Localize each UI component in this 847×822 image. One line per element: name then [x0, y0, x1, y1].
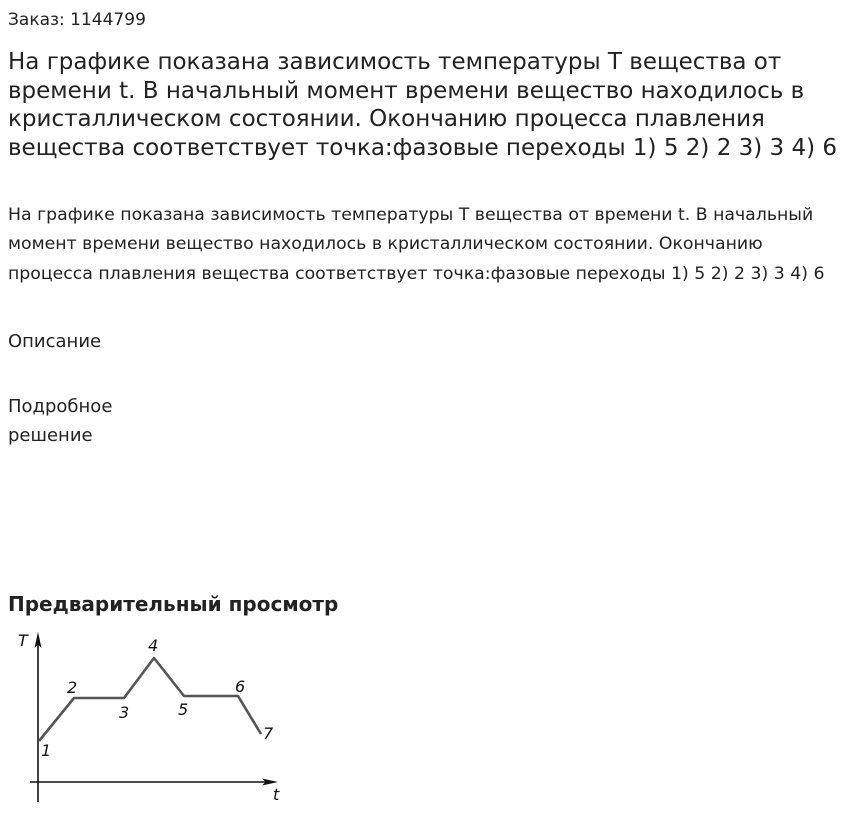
- point-label-2: 2: [67, 678, 78, 697]
- x-axis-label: t: [273, 785, 280, 804]
- task-description: На графике показана зависимость температуры T вещества от времени t. В начальный момент времени вещество находилось в кристаллическом состоянии. Окончанию процесса плавления вещества соответствует точка:фазовые переходы 1) 5 2) 2 3) 3 4) 6: [8, 205, 825, 284]
- graph-svg: [8, 626, 288, 806]
- description-label: Описание: [8, 331, 102, 352]
- point-label-1: 1: [41, 741, 52, 760]
- point-label-5: 5: [178, 700, 189, 719]
- order-number: Заказ: 1144799: [8, 10, 146, 30]
- task-title: На графике показана зависимость температуры T вещества от времени t. В начальный момент времени вещество находилось в кристаллическом состоянии. Окончанию процесса плавления вещества соответствует точка:фазовые переходы 1) 5 2) 2 3) 3 4) 6: [8, 49, 838, 161]
- y-axis-label: T: [18, 631, 28, 650]
- temperature-time-graph: [8, 626, 288, 806]
- point-label-4: 4: [148, 636, 159, 655]
- temperature-curve: [39, 658, 261, 741]
- preview-title: Предварительный просмотр: [8, 592, 339, 616]
- point-label-3: 3: [119, 703, 130, 722]
- detailed-solution-label: Подробное решение: [8, 396, 113, 446]
- point-label-7: 7: [263, 724, 274, 743]
- point-label-6: 6: [235, 677, 246, 696]
